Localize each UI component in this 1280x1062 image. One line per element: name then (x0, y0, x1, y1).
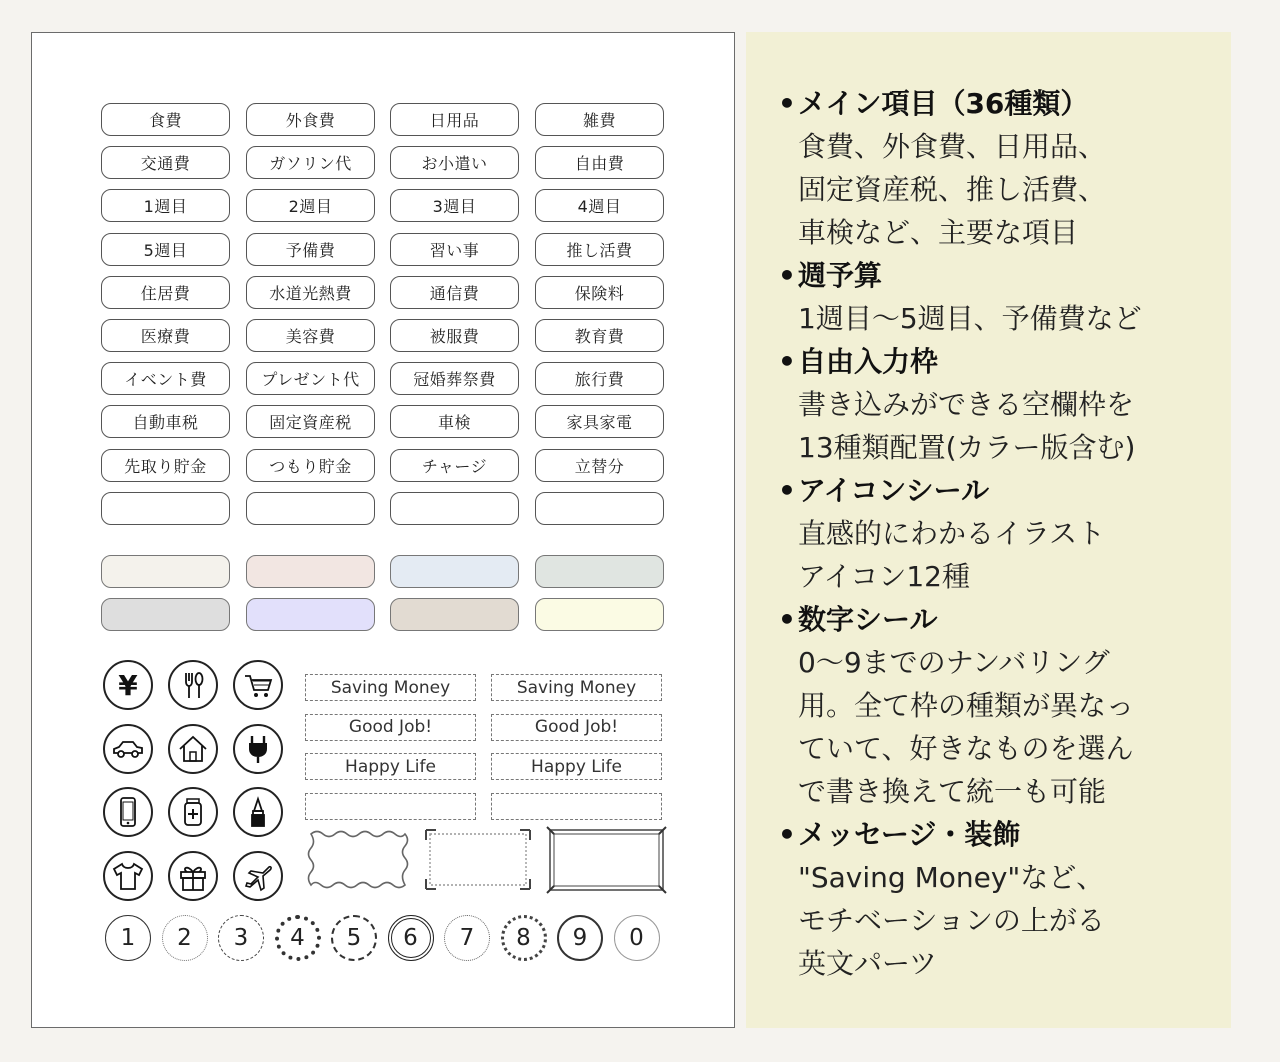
color-blank-label (390, 598, 519, 631)
category-label: チャージ (390, 449, 519, 482)
number-sticker-1: 1 (105, 915, 151, 961)
lipstick-icon (241, 795, 275, 829)
feature-item (798, 469, 1218, 598)
category-label: ガソリン代 (246, 146, 375, 179)
category-label: 予備費 (246, 233, 375, 266)
category-label: 教育費 (535, 319, 664, 352)
shirt-icon (111, 859, 145, 893)
category-label: 医療費 (101, 319, 230, 352)
medicine-icon (176, 795, 210, 829)
fork-spoon-icon (176, 668, 210, 702)
color-blank-label (390, 555, 519, 588)
feature-item (798, 813, 1218, 985)
plug-icon-sticker (233, 724, 283, 774)
feature-title: • 数字シール (774, 598, 1218, 641)
category-label: 習い事 (390, 233, 519, 266)
gift-icon-sticker (168, 851, 218, 901)
feature-body: 1週目〜5週目、予備費など (798, 302, 1142, 335)
message-sticker: Saving Money (305, 674, 476, 701)
category-label: 家具家電 (535, 405, 664, 438)
message-sticker: Happy Life (305, 753, 476, 780)
category-label: 推し活費 (535, 233, 664, 266)
message-sticker: Good Job! (491, 714, 662, 741)
category-label: お小遣い (390, 146, 519, 179)
car-icon-sticker (103, 724, 153, 774)
number-sticker-3: 3 (218, 915, 264, 961)
category-label: 先取り貯金 (101, 449, 230, 482)
number-sticker-0: 0 (614, 915, 660, 961)
fork-spoon-icon-sticker (168, 660, 218, 710)
plug-icon (241, 732, 275, 766)
color-blank-label (246, 598, 375, 631)
color-blank-label (101, 555, 230, 588)
medicine-icon-sticker (168, 787, 218, 837)
message-sticker: Saving Money (491, 674, 662, 701)
category-label: プレゼント代 (246, 362, 375, 395)
category-label: 交通費 (101, 146, 230, 179)
category-label: イベント費 (101, 362, 230, 395)
shirt-icon-sticker (103, 851, 153, 901)
message-sticker: Happy Life (491, 753, 662, 780)
category-label: 外食費 (246, 103, 375, 136)
color-blank-label (535, 555, 664, 588)
category-label: 車検 (390, 405, 519, 438)
feature-body: 直感的にわかるイラスト アイコン12種 (798, 517, 1106, 593)
yen-icon (111, 668, 145, 702)
feature-title: • アイコンシール (774, 469, 1218, 512)
number-sticker-5: 5 (331, 915, 377, 961)
wavy-frame (305, 828, 411, 891)
ornate-frame (546, 826, 667, 894)
house-icon (176, 732, 210, 766)
smartphone-icon-sticker (103, 787, 153, 837)
description-panel (746, 32, 1231, 1028)
cart-icon (241, 668, 275, 702)
category-label: 被服費 (390, 319, 519, 352)
category-label: 2週目 (246, 189, 375, 222)
feature-body: "Saving Money"など、 モチベーションの上がる 英文パーツ (798, 861, 1105, 980)
feature-title: • 週予算 (774, 254, 1218, 297)
number-sticker-9: 9 (557, 915, 603, 961)
category-label: 4週目 (535, 189, 664, 222)
category-label: つもり貯金 (246, 449, 375, 482)
smartphone-icon (111, 795, 145, 829)
category-label: 食費 (101, 103, 230, 136)
gift-icon (176, 859, 210, 893)
number-sticker-8: 8 (501, 915, 547, 961)
house-icon-sticker (168, 724, 218, 774)
category-label: 通信費 (390, 276, 519, 309)
number-sticker-4: 4 (275, 915, 321, 961)
number-sticker-2: 2 (162, 915, 208, 961)
blank-message-sticker (305, 793, 476, 820)
feature-title: • メッセージ・装飾 (774, 813, 1218, 856)
category-label: 美容費 (246, 319, 375, 352)
category-label: 固定資産税 (246, 405, 375, 438)
feature-title: • メイン項目（36種類） (774, 82, 1218, 125)
category-label: 住居費 (101, 276, 230, 309)
category-label: 保険料 (535, 276, 664, 309)
feature-title: • 自由入力枠 (774, 340, 1218, 383)
color-blank-label (535, 598, 664, 631)
feature-body: 0〜9までのナンバリング 用。全て枠の種類が異なっ ていて、好きなものを選ん で書き換えて統一も可能 (798, 646, 1135, 808)
feature-item (798, 82, 1218, 254)
category-label: 5週目 (101, 233, 230, 266)
blank-label (390, 492, 519, 525)
feature-item (798, 254, 1218, 340)
lipstick-icon-sticker (233, 787, 283, 837)
feature-body: 書き込みができる空欄枠を 13種類配置(カラー版含む) (798, 388, 1136, 464)
color-blank-label (246, 555, 375, 588)
number-sticker-7: 7 (444, 915, 490, 961)
color-blank-label (101, 598, 230, 631)
category-label: 自由費 (535, 146, 664, 179)
category-label: 水道光熱費 (246, 276, 375, 309)
sticker-sheet (31, 32, 735, 1028)
feature-item (798, 340, 1218, 469)
airplane-icon-sticker (233, 851, 283, 901)
category-label: 立替分 (535, 449, 664, 482)
yen-icon-sticker (103, 660, 153, 710)
blank-label (535, 492, 664, 525)
blank-label (246, 492, 375, 525)
category-label: 旅行費 (535, 362, 664, 395)
number-sticker-6: 6 (388, 915, 434, 961)
lace-frame (424, 828, 532, 891)
category-label: 1週目 (101, 189, 230, 222)
feature-item (798, 598, 1218, 813)
category-label: 自動車税 (101, 405, 230, 438)
car-icon (111, 732, 145, 766)
blank-label (101, 492, 230, 525)
blank-message-sticker (491, 793, 662, 820)
category-label: 3週目 (390, 189, 519, 222)
cart-icon-sticker (233, 660, 283, 710)
airplane-icon (241, 859, 275, 893)
category-label: 雑費 (535, 103, 664, 136)
message-sticker: Good Job! (305, 714, 476, 741)
svg-text:¥: ¥ (118, 669, 138, 702)
category-label: 日用品 (390, 103, 519, 136)
feature-body: 食費、外食費、日用品、 固定資産税、推し活費、 車検など、主要な項目 (798, 130, 1107, 249)
category-label: 冠婚葬祭費 (390, 362, 519, 395)
